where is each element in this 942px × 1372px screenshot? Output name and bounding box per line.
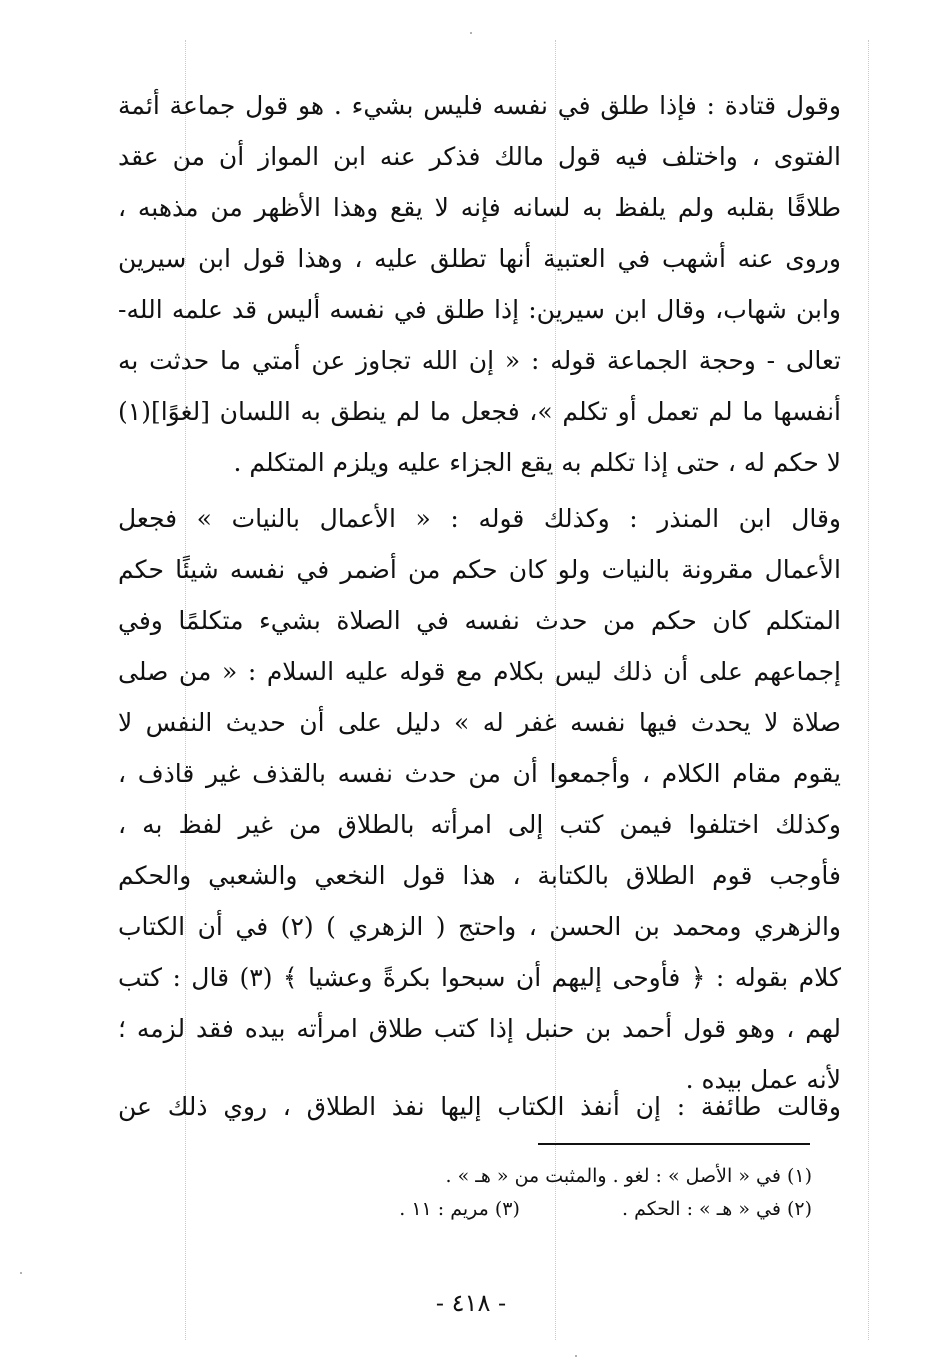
footnote-1: (١) في « الأصل » : لغو . والمثبت من « هـ » . bbox=[445, 1165, 812, 1187]
footnote-2: (٢) في « هـ » : الحكم . bbox=[622, 1198, 812, 1220]
scan-speckle bbox=[470, 32, 472, 34]
text-line: وكذلك اختلفوا فيمن كتب إلى امرأته بالطلاق من غير لفظ به ، bbox=[118, 810, 841, 839]
text-line: فأوجب قوم الطلاق بالكتابة ، هذا قول النخعي والشعبي والحكم bbox=[118, 861, 841, 890]
text-line: لا حكم له ، حتى إذا تكلم به يقع الجزاء عليه ويلزم المتكلم . bbox=[233, 448, 841, 477]
text-line: إجماعهم على أن ذلك ليس بكلام مع قوله عليه السلام : « من صلى bbox=[118, 657, 841, 686]
page-number: - ٤١٨ - bbox=[435, 1289, 507, 1317]
text-line: يقوم مقام الكلام ، وأجمعوا أن من حدث نفسه بالقذف غير قاذف ، bbox=[118, 759, 841, 788]
text-line: أنفسها ما لم تعمل أو تكلم »، فجعل ما لم ينطق به اللسان [لغوًا](١) bbox=[118, 397, 841, 426]
scan-artifact-line bbox=[868, 40, 869, 1340]
paragraph-3 bbox=[118, 1081, 841, 1132]
text-line: لأنه عمل بيده . bbox=[685, 1065, 841, 1094]
text-line: وقول قتادة : فإذا طلق في نفسه فليس بشيء . هو قول جماعة أئمة bbox=[118, 91, 841, 120]
text-line: وابن شهاب، وقال ابن سيرين: إذا طلق في نفسه أليس قد علمه الله- bbox=[118, 295, 841, 324]
text-line: لهم ، وهو قول أحمد بن حنبل إذا كتب طلاق امرأته بيده فقد لزمه ؛ bbox=[118, 1014, 841, 1043]
footnotes bbox=[312, 1160, 812, 1226]
text-line: والزهري ومحمد بن الحسن ، واحتج ( الزهري ) (٢) في أن الكتاب bbox=[118, 912, 841, 941]
footnote-row bbox=[312, 1193, 812, 1226]
footnote-separator bbox=[538, 1143, 810, 1145]
scan-speckle bbox=[20, 1272, 22, 1274]
scan-speckle bbox=[575, 1355, 577, 1357]
text-line: المتكلم كان حكم من حدث نفسه في الصلاة بشيء متكلمًا وفي bbox=[118, 606, 841, 635]
text-line: الفتوى ، واختلف فيه قول مالك فذكر عنه ابن المواز أن من عقد bbox=[118, 142, 841, 171]
text-line: وروى عنه أشهب في العتبية أنها تطلق عليه ، وهذا قول ابن سيرين bbox=[118, 244, 841, 273]
text-line: تعالى - وحجة الجماعة قوله : « إن الله تجاوز عن أمتي ما حدثت به bbox=[118, 346, 841, 375]
text-line: الأعمال مقرونة بالنيات ولو كان حكم من أضمر في نفسه شيئًا حكم bbox=[118, 555, 841, 584]
text-line: صلاة لا يحدث فيها نفسه غفر له » دليل على أن حديث النفس لا bbox=[118, 708, 841, 737]
text-line: طلاقًا بقلبه ولم يلفظ به لسانه فإنه لا يقع وهذا الأظهر من مذهبه ، bbox=[118, 193, 841, 222]
paragraph-2 bbox=[118, 493, 841, 1105]
text-line: وقالت طائفة : إن أنفذ الكتاب إليها نفذ الطلاق ، روي ذلك عن bbox=[118, 1092, 841, 1121]
text-line: وقال ابن المنذر : وكذلك قوله : « الأعمال بالنيات » فجعل bbox=[118, 504, 841, 533]
text-line: كلام بقوله : ﴿ فأوحى إليهم أن سبحوا بكرةً وعشيا ﴾ (٣) قال : كتب bbox=[118, 963, 841, 992]
paragraph-1 bbox=[118, 80, 841, 488]
footnote-3: (٣) مريم : ١١ . bbox=[399, 1198, 520, 1220]
